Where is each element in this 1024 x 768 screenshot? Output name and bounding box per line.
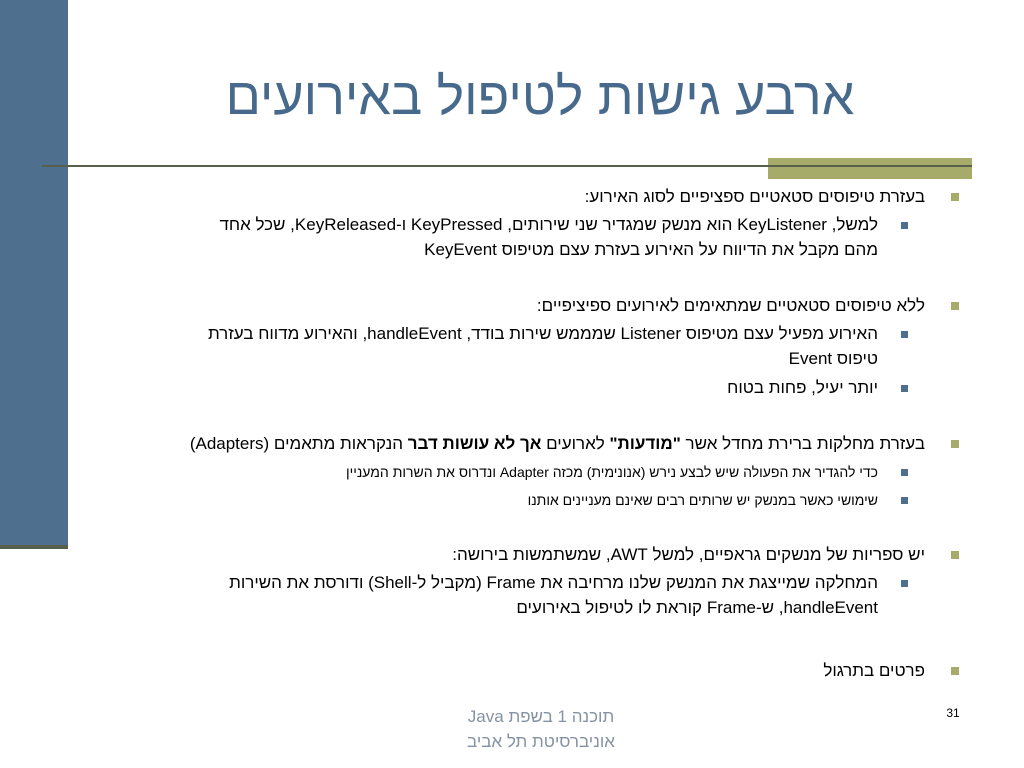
level1-square-bullet-icon [951,193,959,201]
bullet-3-sub-2-line-1: שימושי כאשר במנשק יש שרותים רבים שאינם מעניינים אותנו [527,492,878,508]
bullet-2-sub-1-line-2: טיפוס Event [788,349,878,368]
title-accent-bar [768,158,972,179]
bullet-5-text: פרטים בתרגול [823,661,925,680]
level2-square-bullet-icon [901,331,908,338]
bullet-4-sub-1-line-2: handleEvent, ש-Frame קוראת לו לטיפול באירועים [516,598,878,617]
slide-title: ארבע גישות לטיפול באירועים [225,68,855,126]
level1-square-bullet-icon [951,302,959,310]
left-accent-bar [0,0,68,546]
left-accent-bar-edge [0,545,68,549]
bullet-3-text-part: בעזרת מחלקות ברירת מחדל אשר [680,434,925,453]
bullet-3-text-part: הנקראות מתאמים (Adapters) [189,434,408,453]
bullet-4-text: יש ספריות של מנשקים גראפיים, למשל AWT, שמשתמשות בירושה: [452,545,925,564]
level1-square-bullet-icon [951,440,959,448]
page-number: 31 [946,706,960,720]
bullet-3-sub-1-line-1: כדי להגדיר את הפעולה שיש לבצע נירש (אנונימית) מכזה Adapter ונדרוס את השרות המעניין [345,464,878,480]
level1-square-bullet-icon [951,667,959,675]
level2-square-bullet-icon [901,222,908,229]
bullet-2-sub-1-line-1: האירוע מפעיל עצם מטיפוס Listener שמממש שירות בודד, handleEvent, והאירוע מדווח בעזרת [207,324,878,343]
bullet-3-emphasis-do-nothing: אך לא עושות דבר [407,434,542,453]
bullet-3-text [190,432,925,456]
level2-square-bullet-icon [901,385,908,392]
bullet-2-text: ללא טיפוסים סטאטיים שמתאימים לאירועים ספיציפיים: [536,296,925,315]
bullet-2-sub-2-line-1: יותר יעיל, פחות בטוח [727,378,878,397]
level2-square-bullet-icon [901,469,908,476]
bullet-1-sub-1-line-2: מהם מקבל את הדיווח על האירוע בעזרת עצם מטיפוס KeyEvent [424,240,878,259]
bullet-1-sub-1-line-1: למשל, KeyListener הוא מנשק שמגדיר שני שירותים, KeyPressed ו-KeyReleased, שכל אחד [219,215,878,234]
title-divider-line [42,165,972,167]
footer-course-name: תוכנה 1 בשפת Java [467,707,615,726]
bullet-1-text: בעזרת טיפוסים סטאטיים ספציפיים לסוג האירוע: [584,187,925,206]
level2-square-bullet-icon [901,580,908,587]
level2-square-bullet-icon [901,497,908,504]
level1-square-bullet-icon [951,551,959,559]
bullet-3-emphasis-aware: "מודעות" [609,434,681,453]
footer-university-name: אוניברסיטת תל אביב [467,732,615,751]
bullet-3-text-part: לארועים [541,434,610,453]
bullet-4-sub-1-line-1: המחלקה שמייצגת את המנשק שלנו מרחיבה את Frame (מקביל ל-Shell) ודורסת את השירות [229,573,878,592]
